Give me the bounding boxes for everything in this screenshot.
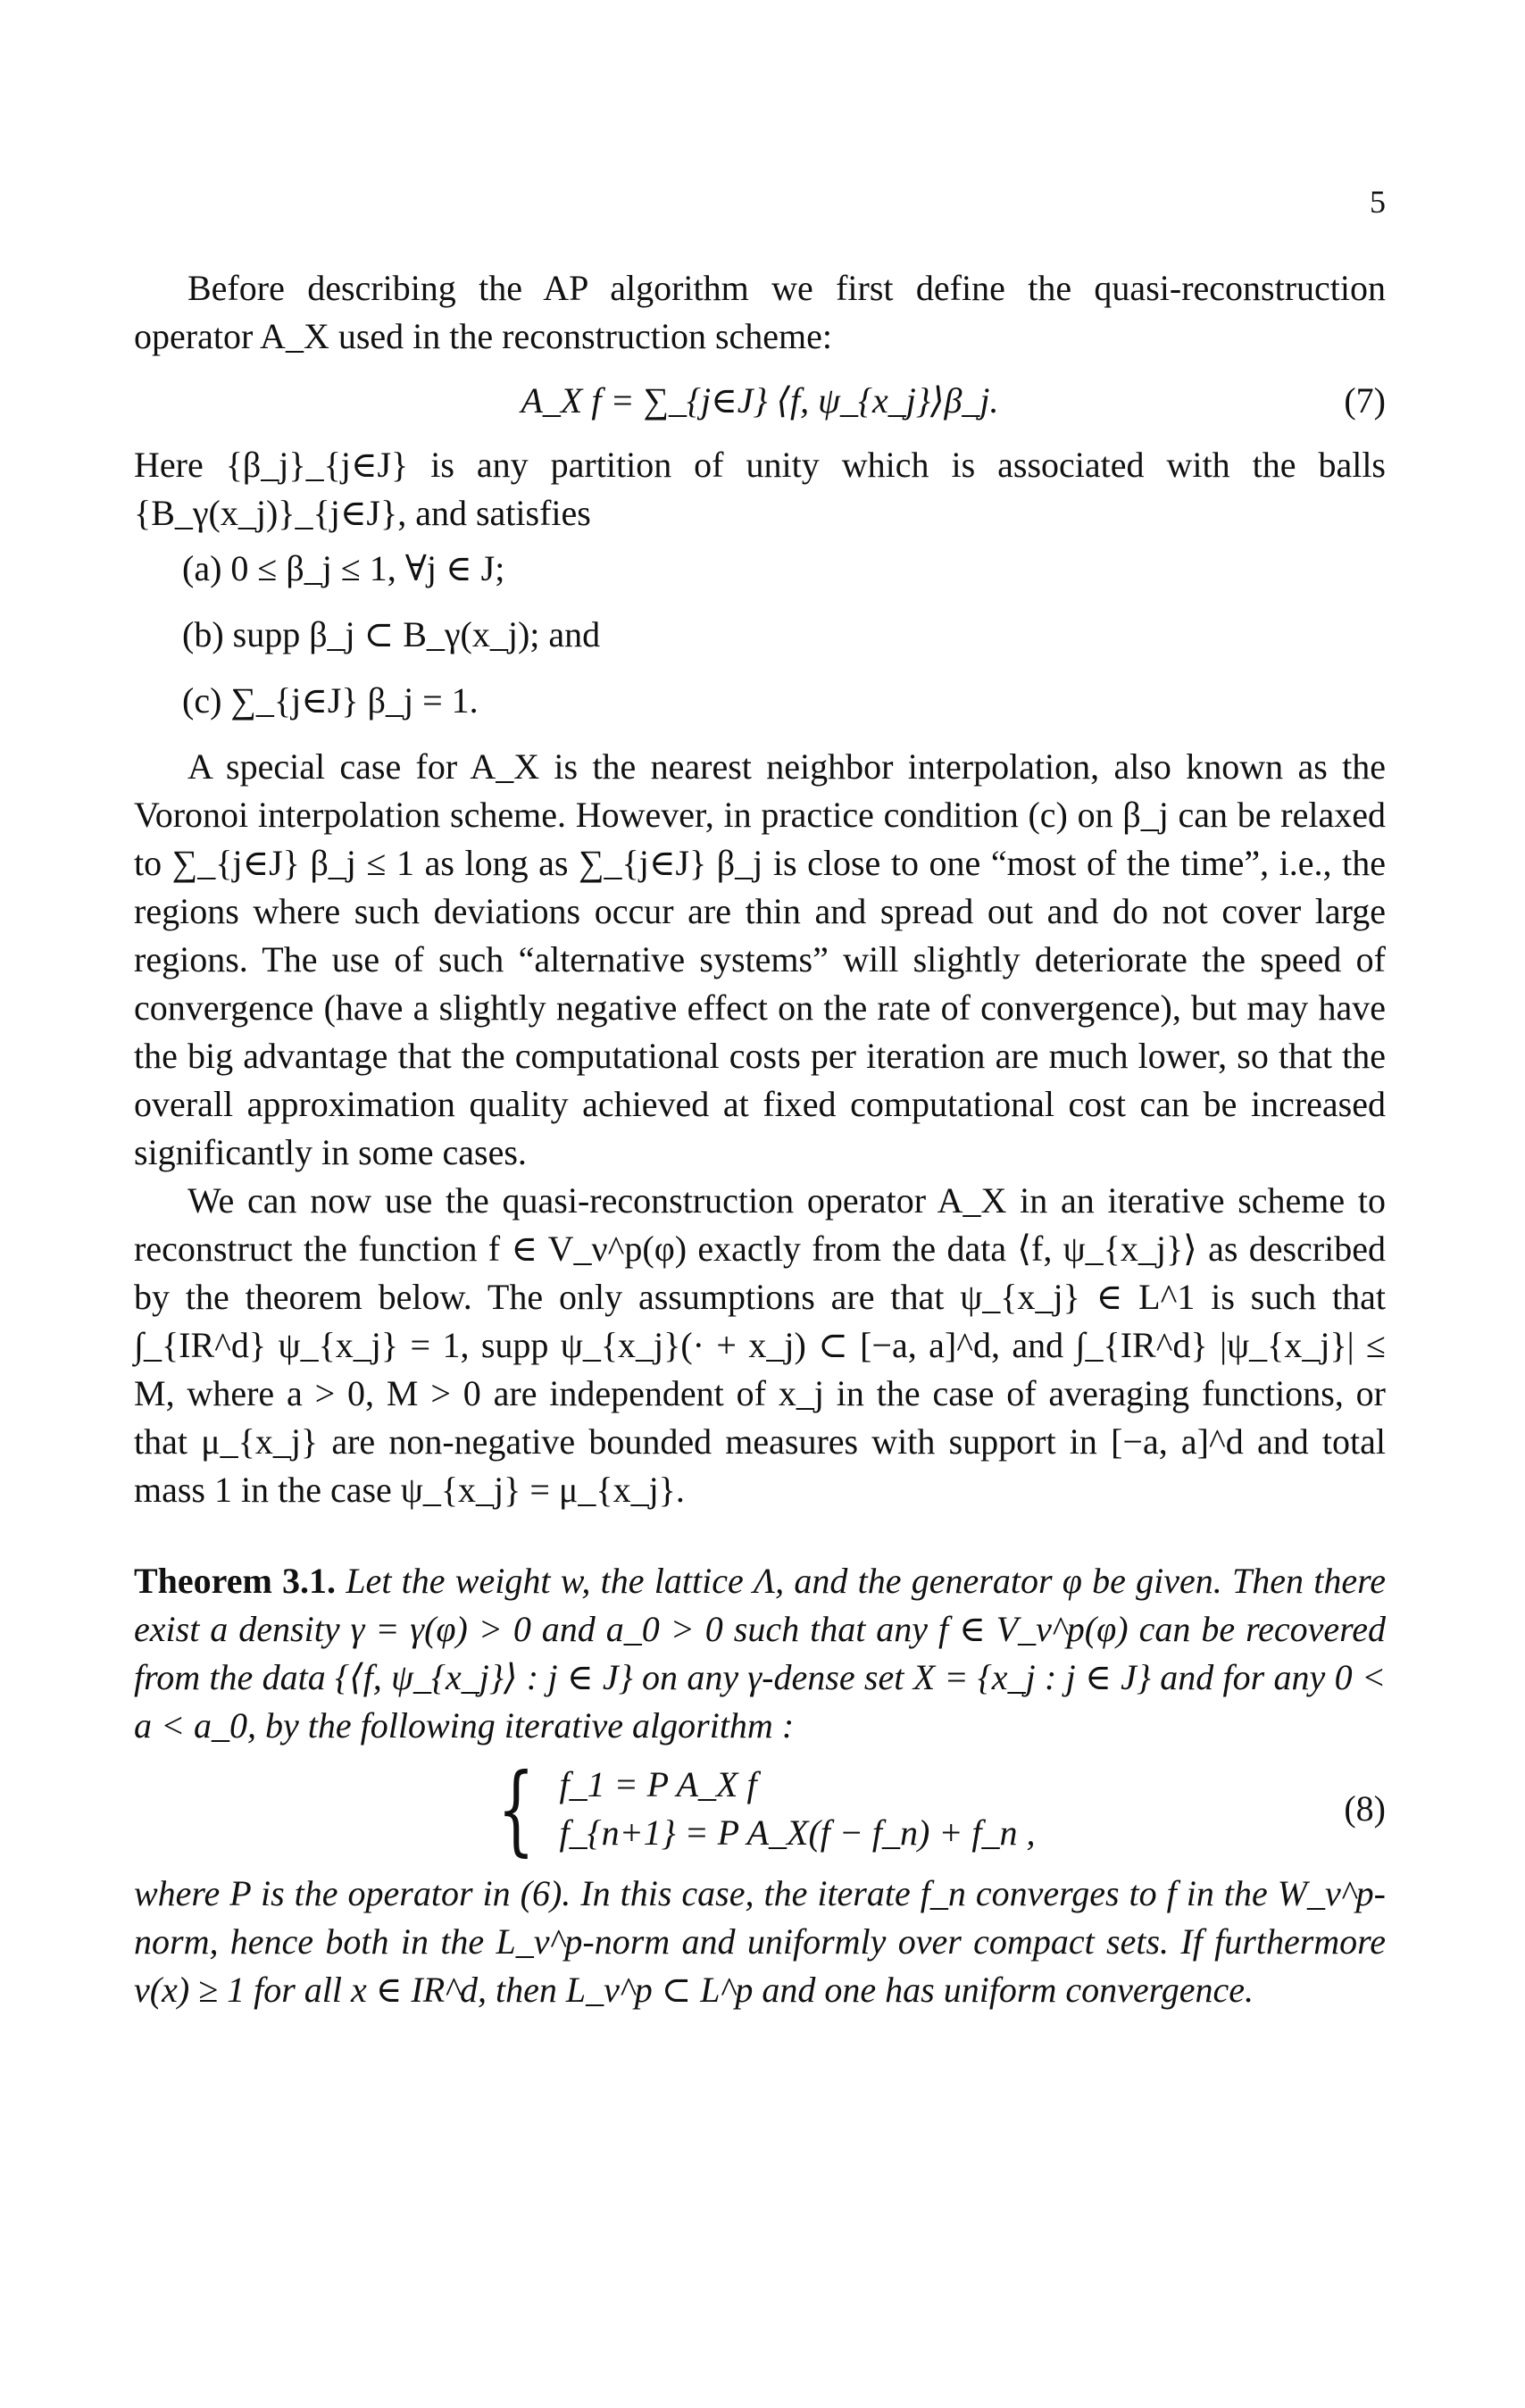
equation-7-number: (7) [1344, 380, 1386, 421]
theorem-statement: Let the weight w, the lattice Λ, and the generator φ be given. Then there exist a density γ = γ(φ) > 0 and a_0 > 0 such that any f ∈ V_ν^p(φ) can be recovered from the data {⟨f, ψ_{x_j}⟩ : j ∈ J} on any γ-dense set X = {x_j : j ∈ J} and for any 0 < a < a_0, by the following iterative algorithm : [134, 1561, 1387, 1746]
condition-a: (a) 0 ≤ β_j ≤ 1, ∀j ∈ J; [182, 548, 505, 588]
conditions-list [182, 545, 1386, 725]
equation-8 [134, 1752, 1386, 1866]
condition-c: (c) ∑_{j∈J} β_j = 1. [182, 680, 479, 721]
theorem-conclusion: where P is the operator in (6). In this case, the iterate f_n converges to f in the W_ν^p-norm, hence both in the L_ν^p-norm and uniformly over compact sets. If furthermore ν(x) ≥ 1 for all x ∈ IR^d, then L_ν^p ⊂ L^p and one has uniform convergence. [134, 1873, 1386, 2010]
intro-paragraph: Before describing the AP algorithm we first define the quasi-reconstruction operator A_X used in the reconstruction scheme: [134, 268, 1386, 356]
iterative-scheme-paragraph: We can now use the quasi-reconstruction operator A_X in an iterative scheme to reconstruct the function f ∈ V_ν^p(φ) exactly from the data ⟨f, ψ_{x_j}⟩ as described by the theorem below. The only assumptions are that ψ_{x_j} ∈ L^1 is such that ∫_{IR^d} ψ_{x_j} = 1, supp ψ_{x_j}(· + x_j) ⊂ [−a, a]^d, and ∫_{IR^d} |ψ_{x_j}| ≤ M, where a > 0, M > 0 are independent of x_j in the case of averaging functions, or that μ_{x_j} are non-negative bounded measures with support in [−a, a]^d and total mass 1 in the case ψ_{x_j} = μ_{x_j}. [134, 1180, 1386, 1510]
left-brace-icon: { [496, 1752, 535, 1866]
theorem-heading: Theorem 3.1. [134, 1561, 337, 1601]
equation-8-line-1: f_1 = P A_X f [559, 1764, 757, 1804]
special-case-paragraph: A special case for A_X is the nearest neighbor interpolation, also known as the Voronoi interpolation scheme. However, in practice condition (c) on β_j can be relaxed to ∑_{j∈J} β_j ≤ 1 as long as ∑_{j∈J} β_j is close to one “most of the time”, i.e., the regions where such deviations occur are thin and spread out and do not cover large regions. The use of such “alternative systems” will slightly deteriorate the speed of convergence (have a slightly negative effect on the rate of convergence), but may have the big advantage that the computational costs per iteration are much lower, so that the overall approximation quality achieved at fixed computational cost can be increased significantly in some cases. [134, 746, 1386, 1172]
page-number: 5 [1370, 184, 1386, 220]
partition-paragraph: Here {β_j}_{j∈J} is any partition of unity which is associated with the balls {B_γ(x_j)}_{j∈J}, and satisfies [134, 445, 1386, 533]
theorem-3-1 [134, 1557, 1386, 2014]
page-content [134, 264, 1386, 2014]
condition-b: (b) supp β_j ⊂ B_γ(x_j); and [182, 614, 601, 654]
equation-7-formula: A_X f = ∑_{j∈J} ⟨f, ψ_{x_j}⟩β_j. [521, 380, 999, 421]
equation-8-number: (8) [1344, 1788, 1386, 1829]
equation-7 [134, 366, 1386, 436]
equation-8-system [485, 1752, 1036, 1866]
equation-8-line-2: f_{n+1} = P A_X(f − f_n) + f_n , [559, 1812, 1036, 1853]
